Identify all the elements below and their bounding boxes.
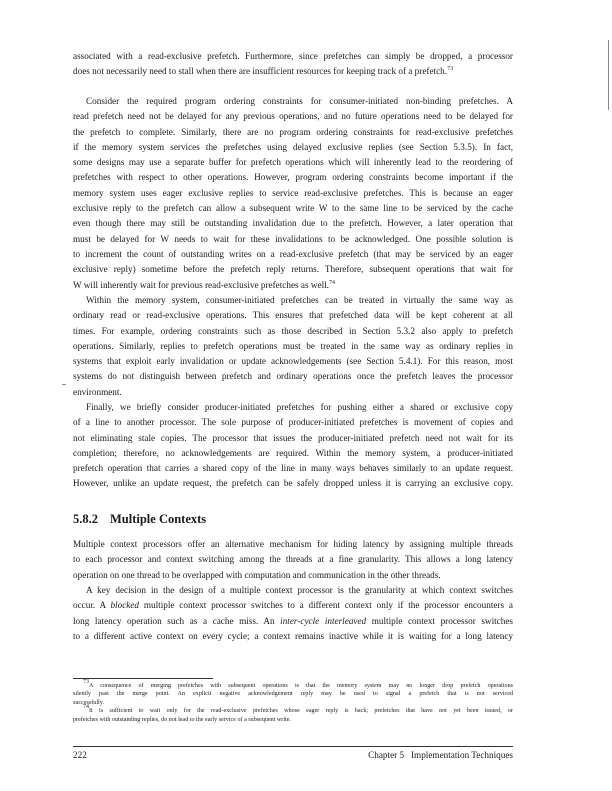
- footnote-74: $^{74}$It is sufficient to wait only for the read-exclusive prefetches whose eager reply is back; prefetches that have not yet been issued, or: [83, 704, 513, 715]
- text-line: A key decision in the design of a multiple context processor is the granularity at which context switches: [86, 585, 513, 595]
- text-line: exclusive reply) sometime before the prefetch reply returns. Therefore, subsequent operations that wait for: [73, 264, 513, 275]
- footnote-ref-73: 73: [447, 66, 454, 73]
- footnote-divider: [73, 678, 213, 679]
- text-line: Finally, we briefly consider producer-initiated prefetches for pushing either a shared or exclusive copy: [86, 402, 513, 412]
- text-line: associated with a read-exclusive prefetch. Furthermore, since prefetches can simply be dropped, a processor: [73, 51, 513, 61]
- footnote-ref-74: 74: [328, 279, 335, 286]
- text-line: ordinary read or read-exclusive operations. This ensures that prefetched data will be kept coherent at all: [73, 310, 513, 321]
- footnote-73: $^{73}$A consequence of merging prefetches with subsequent operations is that the memory system may no longer drop prefetch operations: [83, 679, 513, 689]
- text-line: systems do not distinguish between prefetch and ordinary operations once the prefetch leaves the processor: [73, 371, 513, 382]
- text-line: to each processor and context switching among the threads at a fine granularity. This allows a long latency: [73, 554, 513, 565]
- footer-divider: [73, 746, 513, 747]
- text-line: occur. A blocked multiple context processor switches to a different context only if the processor encounters a: [73, 600, 513, 611]
- text-line: exclusive reply to the prefetch can allow a subsequent write W to the same line to be serviced by the cache: [73, 203, 513, 214]
- text-line: memory system uses eager exclusive replies to service read-exclusive prefetches. This is because an eager: [73, 187, 513, 198]
- margin-mark-right: [608, 40, 609, 110]
- term-inter-cycle-interleaved: inter-cycle interleaved: [280, 615, 367, 626]
- page-number: 222: [73, 750, 87, 760]
- section-number: 5.8.2: [73, 512, 98, 526]
- paragraph-3: [73, 293, 513, 400]
- text-line: systems that exploit early invalidation or update acknowledgements (see Section 5.4.1). For this reason, most: [73, 356, 513, 367]
- section-title: Multiple Contexts: [110, 512, 207, 526]
- paragraph-6: [73, 583, 513, 644]
- section-heading: [73, 512, 206, 527]
- text-line: the prefetch to complete. Similarly, there are no program ordering constraints for read-exclusive prefetches: [73, 126, 513, 137]
- text-line: if the memory system services the prefetches using delayed exclusive replies (see Section 5.3.5). In fact,: [73, 141, 513, 152]
- paragraph-2: [73, 94, 513, 293]
- text-line: times. For example, ordering constraints such as those described in Section 5.3.2 also apply to prefetch: [73, 325, 513, 336]
- text-line: some designs may use a separate buffer for prefetch operations which will inherently lead to the reordering of: [73, 157, 513, 168]
- paragraph-5: [73, 537, 513, 583]
- text-line: However, unlike an update request, the prefetch can be safely dropped unless it is carrying an exclusive copy.: [73, 478, 513, 489]
- footnote-line: successfully.: [73, 699, 104, 706]
- text-line: completion; therefore, no acknowledgements are required. Within the memory system, a producer-initiated: [73, 447, 513, 458]
- text-line: prefetches with respect to other operations. However, program ordering constraints become important if the: [73, 172, 513, 183]
- text-line: long latency operation such as a cache miss. An inter-cycle interleaved multiple context processor switches: [73, 615, 513, 626]
- footnote-line: silently past the merge point. An explicit negative acknowledgement reply may be used to signal a prefetch that is not serviced: [73, 691, 513, 698]
- text-line: environment.: [73, 386, 122, 397]
- text-line: does not necessarily need to stall when there are insufficient resources for keeping track of a prefetch.$^{73}$: [73, 66, 454, 77]
- text-line: of a line to another processor. The sole purpose of producer-initiated prefetches is movement of copies and: [73, 417, 513, 428]
- text-line: Consider the required program ordering constraints for consumer-initiated non-binding prefetches. A: [86, 96, 513, 106]
- text-line: read prefetch need not be delayed for any previous operations, and no future operations need to be delayed for: [73, 111, 513, 122]
- text-line: W will inherently wait for previous read-exclusive prefetches as well.$^{74}$: [73, 279, 335, 290]
- term-blocked: blocked: [110, 600, 140, 611]
- text-line: Within the memory system, consumer-initiated prefetches can be treated in virtually the same way as: [86, 295, 513, 305]
- text-line: even though there may still be outstanding invalidation due to the prefetch. However, a later operation that: [73, 218, 513, 229]
- text-line: must be delayed for W needs to wait for these invalidations to be acknowledged. One possible solution is: [73, 233, 513, 244]
- paragraph-1: [73, 49, 513, 80]
- text-line: to increment the count of outstanding writes on a read-exclusive prefetch (that may be serviced by an eager: [73, 248, 513, 259]
- text-line: prefetch operation that carries a shared copy of the line in many ways behaves similarly to an update request.: [73, 463, 513, 474]
- text-line: operations. Similarly, replies to prefetch operations must be treated in the same way as ordinary replies in: [73, 340, 513, 351]
- footnote-line: prefetches with outstanding replies, do not lead to the early service of a subsequent write.: [73, 716, 291, 723]
- text-line: operation on one thread to be overlapped with computation and communication in the other threads.: [73, 569, 441, 580]
- paragraph-4: [73, 400, 513, 492]
- chapter-title: Chapter 5 Implementation Techniques: [368, 750, 513, 760]
- margin-mark-left: [62, 384, 66, 385]
- text-line: to a different active context on every cycle; a context remains inactive while it is waiting for a long latency: [73, 630, 513, 641]
- text-line: not eliminating stale copies. The processor that issues the producer-initiated prefetch need not wait for its: [73, 432, 513, 443]
- footnotes: [73, 679, 513, 724]
- text-line: Multiple context processors offer an alternative mechanism for hiding latency by assigning multiple threads: [73, 539, 513, 549]
